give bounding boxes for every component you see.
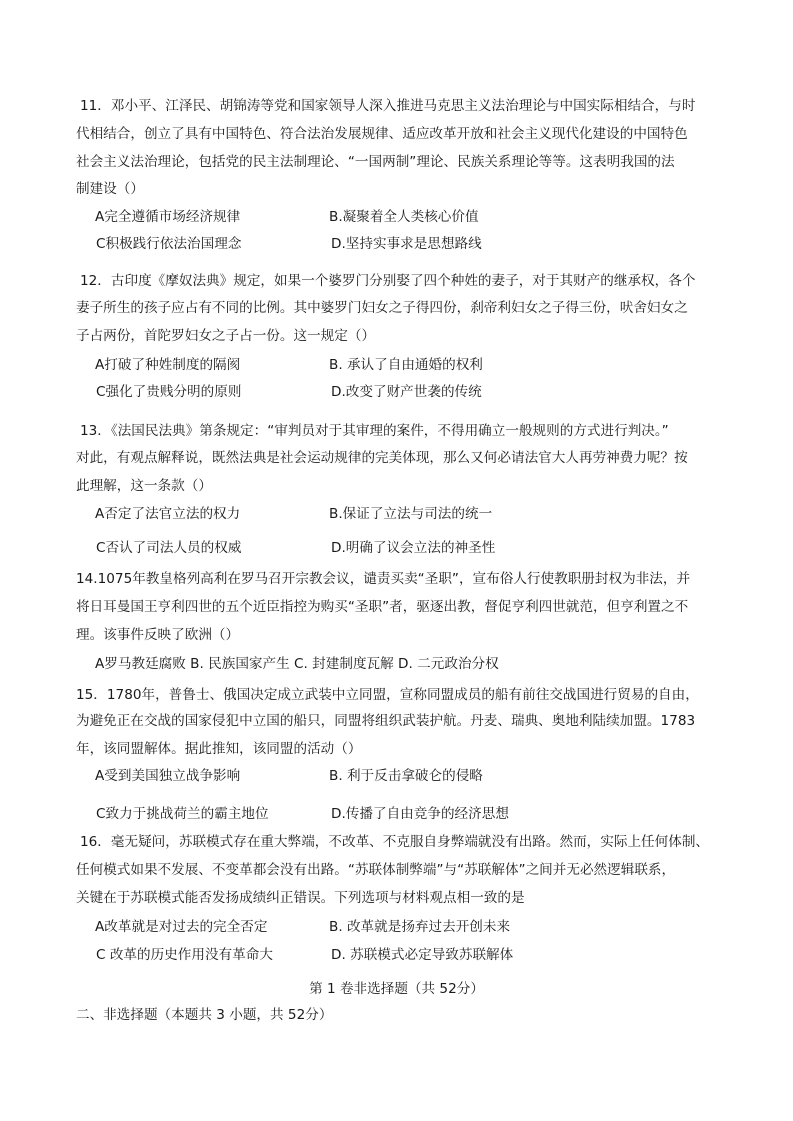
question-11-line-2: 代相结合，创立了具有中国特色、符合法治发展规律、适应改革开放和社会主义现代化建设的中国特色 xyxy=(76,126,688,142)
question-14-line-2: 将日耳曼国王亨利四世的五个近臣指控为购买“圣职”者，驱逐出教，督促亨利四世就范，但亨利置之不 xyxy=(76,599,689,615)
question-15-option-a: A受到美国独立战争影响 xyxy=(95,768,241,784)
question-12-line-2: 妻子所生的孩子应占有不同的比例。其中婆罗门妇女之子得四份，刹帝利妇女之子得三份，吠舍妇女之 xyxy=(76,300,688,316)
question-13-line-3: 此理解，这一条款（） xyxy=(76,478,212,494)
question-13-line-2: 对此，有观点解释说，既然法典是社会运动规律的完美体现，那么又何必请法官大人再劳神费力呢？按 xyxy=(76,450,688,466)
question-15-line-2: 为避免正在交战的国家侵犯中立国的船只，同盟将组织武装护航。丹麦、瑞典、奥地利陆续加盟。1783 xyxy=(76,713,696,729)
question-11-line-1: 11．邓小平、江泽民、胡锦涛等党和国家领导人深入推进马克思主义法治理论与中国实际相结合，与时 xyxy=(80,98,696,114)
question-16-line-1: 16．毫无疑问，苏联模式存在重大弊端，不改革、不克服自身弊端就没有出路。然而，实际上任何体制、 xyxy=(80,834,710,850)
question-11-option-d: D.坚持实事求是思想路线 xyxy=(331,236,482,252)
question-12-option-a: A打破了种姓制度的隔阂 xyxy=(95,357,241,373)
part-title: 二、非选择题（本题共 3 小题，共 52分） xyxy=(76,1007,333,1023)
question-12-option-d: D.改变了财产世袭的传统 xyxy=(331,384,482,400)
question-13-line-1: 13．《法国民法典》第条规定：“审判员对于其审理的案件，不得用确立一般规则的方式进行判决。” xyxy=(80,423,669,439)
question-16-option-b: B. 改革就是扬弃过去开创未来 xyxy=(329,919,511,935)
question-15-line-3: 年，该同盟解体。据此推知，该同盟的活动（） xyxy=(76,741,362,757)
question-12-option-b: B. 承认了自由通婚的权利 xyxy=(329,357,483,373)
question-13-option-d: D.明确了议会立法的神圣性 xyxy=(331,540,496,556)
question-11-line-4: 制建设（） xyxy=(76,181,144,197)
question-16-line-3: 关键在于苏联模式能否发扬成绩纠正错误。下列选项与材料观点相一致的是 xyxy=(76,890,525,906)
question-15-option-b: B. 利于反击拿破仑的侵略 xyxy=(329,768,483,784)
question-15-option-d: D.传播了自由竞争的经济思想 xyxy=(331,806,509,822)
question-16-option-d: D. 苏联模式必定导致苏联解体 xyxy=(331,947,514,963)
question-14-line-1: 14.1075年教皇格列高利在罗马召开宗教会议，谴责买卖“圣职”，宣布俗人行使教职册封权为非法，并 xyxy=(76,571,691,587)
question-11-option-c: C积极践行依法治国理念 xyxy=(96,236,242,252)
question-13-option-a: A否定了法官立法的权力 xyxy=(95,506,241,522)
question-11-line-3: 社会主义法治理论，包括党的民主法制理论、“一国两制”理论、民族关系理论等等。这表明我国的法 xyxy=(76,154,675,170)
question-15-option-c: C致力于挑战荷兰的霸主地位 xyxy=(96,806,269,822)
question-13-option-c: C否认了司法人员的权威 xyxy=(96,540,242,556)
question-11-option-a: A完全遵循市场经济规律 xyxy=(95,209,241,225)
question-16-line-2: 任何模式如果不发展、不变革都会没有出路。“苏联体制弊端”与“苏联解体”之间并无必然逻辑联系， xyxy=(76,862,676,878)
question-16-option-c: C 改革的历史作用没有革命大 xyxy=(96,947,273,963)
question-11-option-b: B.凝聚着全人类核心价值 xyxy=(329,209,479,225)
question-12-option-c: C强化了贵贱分明的原则 xyxy=(96,384,242,400)
question-14-options: A罗马教廷腐败 B. 民族国家产生 C. 封建制度瓦解 D. 二元政治分权 xyxy=(95,656,499,672)
question-12-line-3: 子占两份，首陀罗妇女之子占一份。这一规定（） xyxy=(76,328,376,344)
volume-title: 第 1 卷非选择题（共 52分） xyxy=(309,981,484,997)
question-15-line-1: 15．1780年，普鲁士、俄国决定成立武装中立同盟，宣称同盟成员的船有前往交战国进行贸易的自由， xyxy=(76,687,699,703)
question-14-line-3: 理。该事件反映了欧洲（） xyxy=(76,627,240,643)
question-12-line-1: 12．古印度《摩奴法典》规定，如果一个婆罗门分别娶了四个种姓的妻子，对于其财产的继承权，各个 xyxy=(80,273,696,289)
question-16-option-a: A改革就是对过去的完全否定 xyxy=(95,919,268,935)
question-13-option-b: B.保证了立法与司法的统一 xyxy=(329,506,493,522)
